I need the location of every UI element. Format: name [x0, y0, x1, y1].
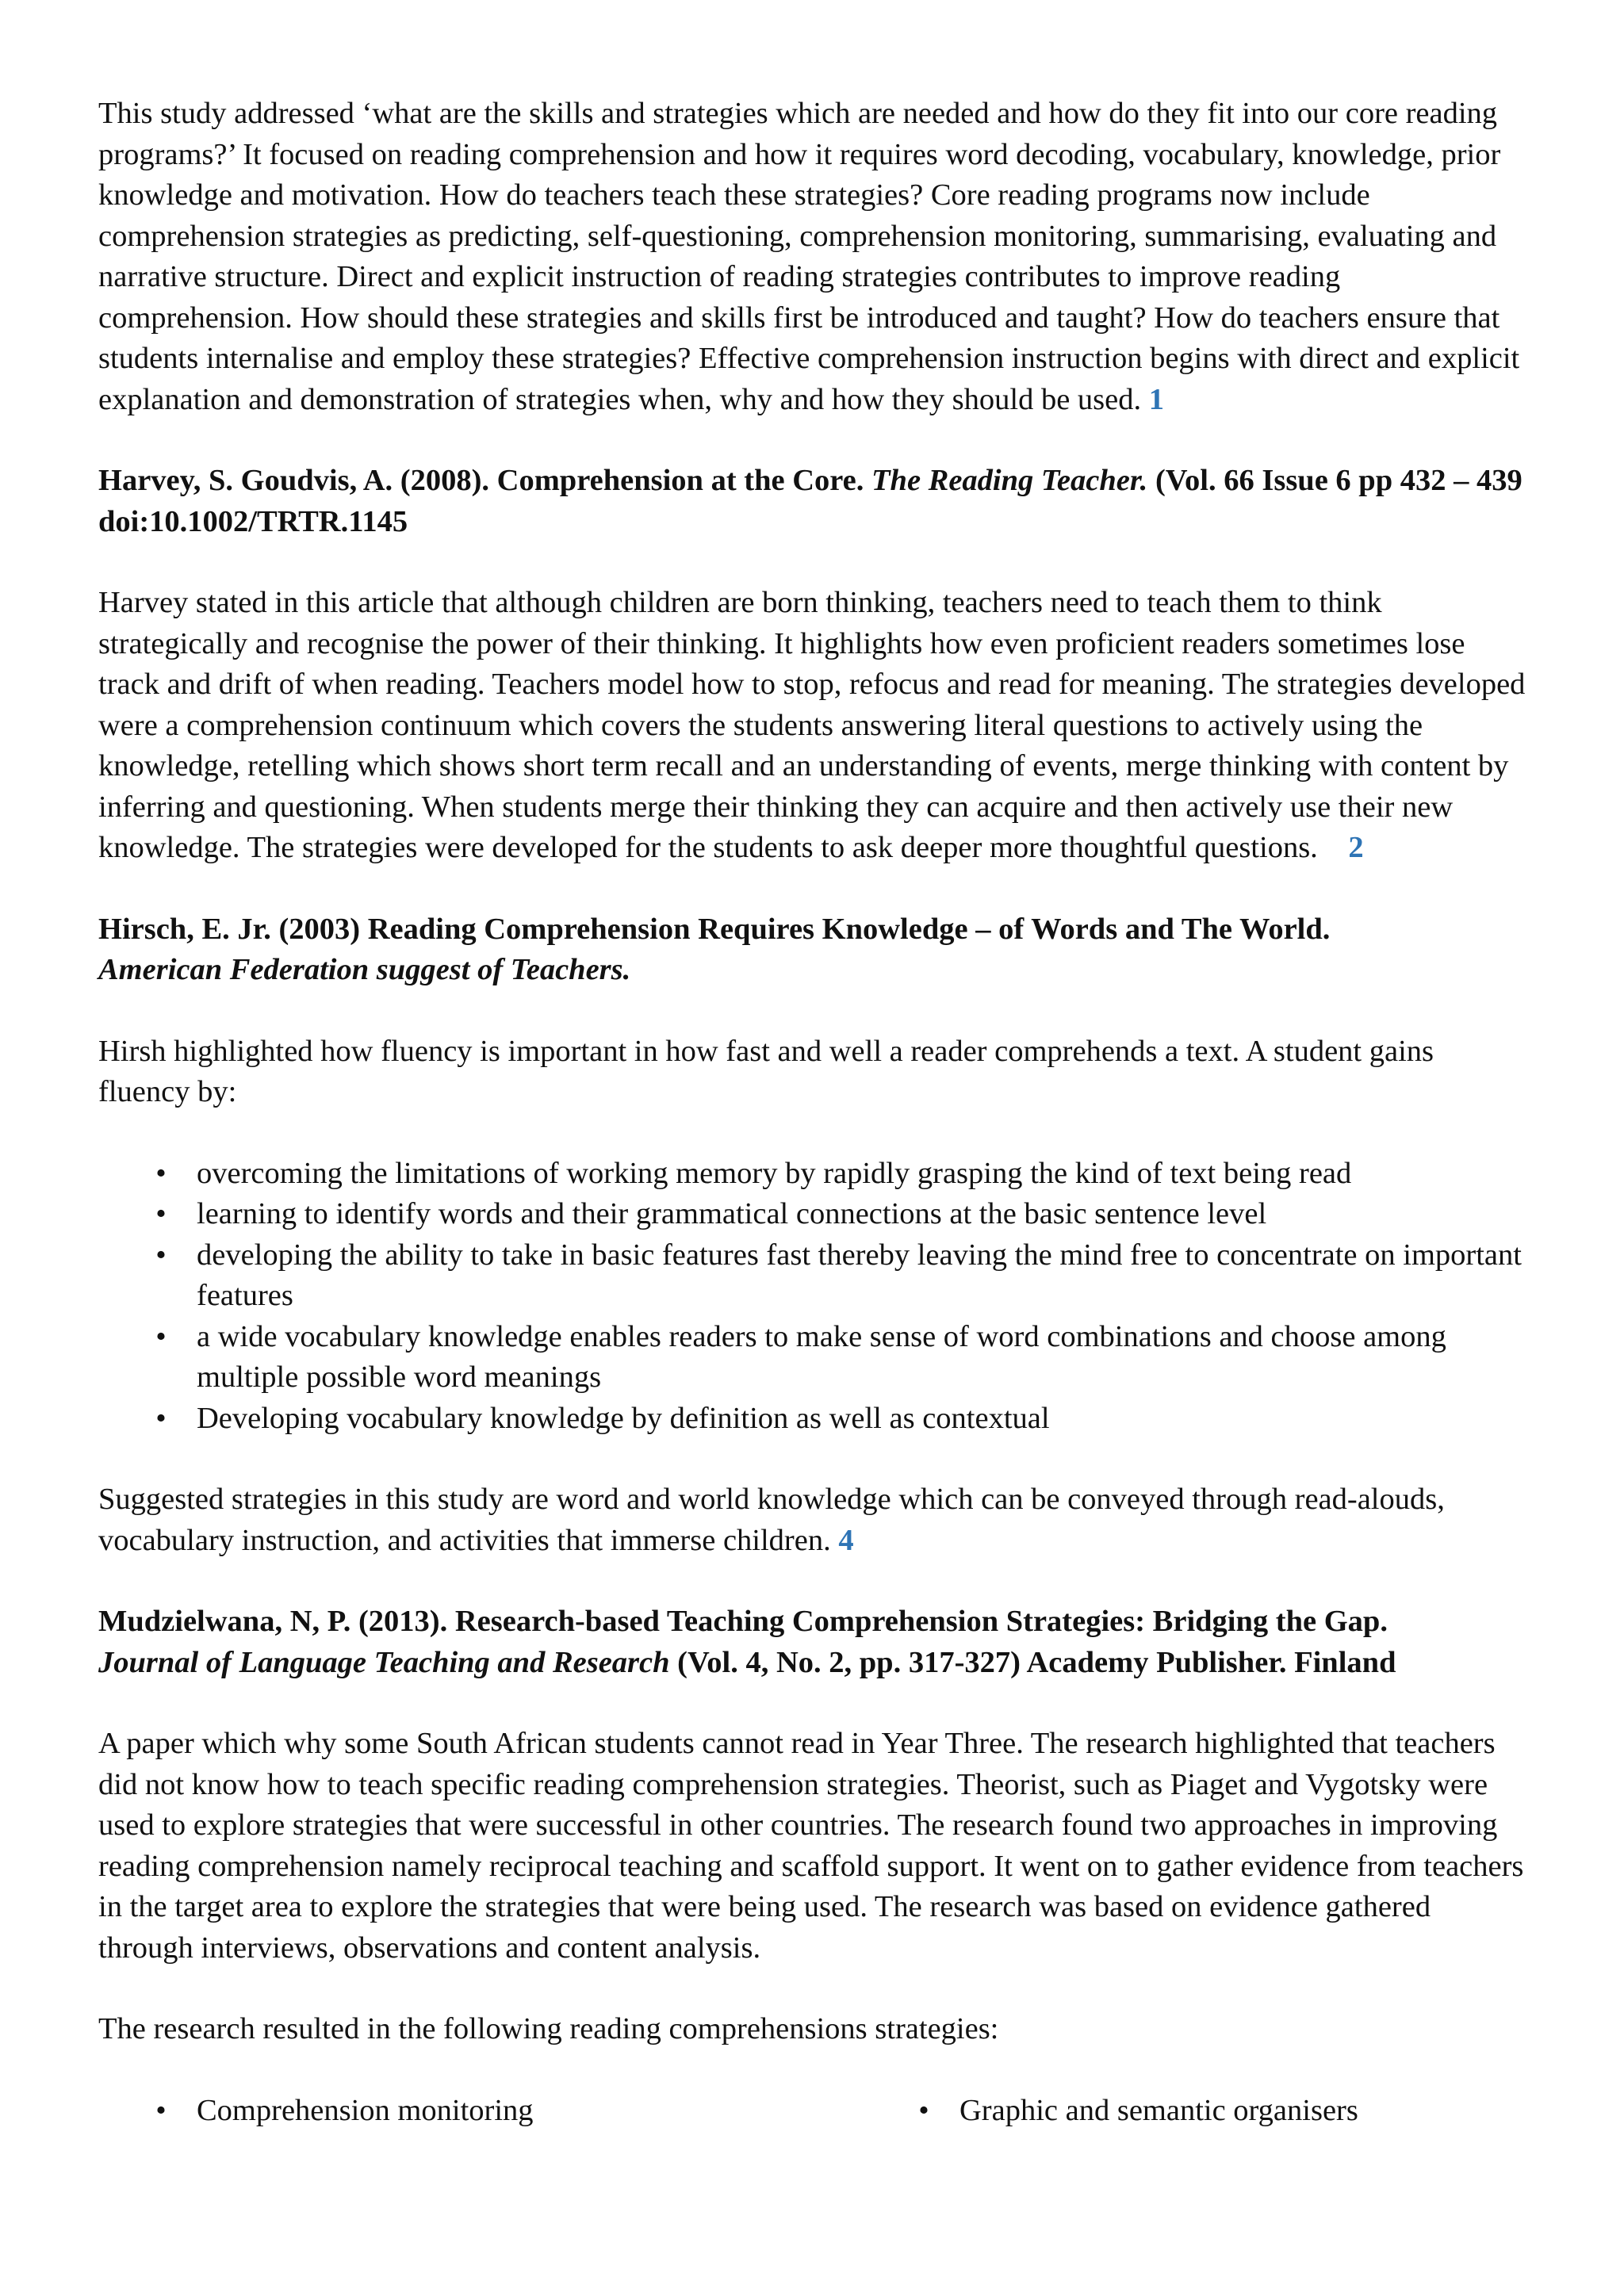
- hirsch-bullet-list: [98, 1154, 1530, 1440]
- intro-ref-number: 1: [1148, 382, 1165, 416]
- list-item: [98, 2091, 861, 2132]
- bullet-icon: •: [155, 1238, 167, 1272]
- document-page: [98, 94, 1530, 2131]
- bullet-icon: •: [155, 2093, 167, 2127]
- bullet-icon: •: [155, 1156, 167, 1190]
- list-item: [98, 1235, 1530, 1317]
- mudzielwana-paragraph: [98, 1724, 1530, 1969]
- list-item-text: Comprehension monitoring: [197, 2093, 534, 2127]
- list-item: [98, 1317, 1530, 1399]
- bullet-icon: •: [155, 1319, 167, 1353]
- intro-paragraph: [98, 94, 1530, 420]
- list-item-text: learning to identify words and their grammatical connections at the basic sentence level: [197, 1197, 1267, 1230]
- harvey-heading-authors: Harvey, S. Goudvis, A. (2008). Comprehension at the Core.: [98, 464, 872, 497]
- list-item-text: developing the ability to take in basic features fast thereby leaving the mind free to concentrate on important features: [197, 1238, 1522, 1312]
- list-item-text: overcoming the limitations of working memory by rapidly grasping the kind of text being read: [197, 1156, 1352, 1190]
- harvey-ref-number: 2: [1348, 831, 1364, 864]
- list-item-text: Developing vocabulary knowledge by definition as well as contextual: [197, 1401, 1050, 1435]
- mudzielwana-heading-details: (Vol. 4, No. 2, pp. 317-327) Academy Publisher. Finland: [669, 1645, 1396, 1679]
- mudzielwana-citation-heading: [98, 1601, 1530, 1683]
- hirsch-paragraph: [98, 1031, 1530, 1113]
- bullet-icon: •: [155, 1197, 167, 1230]
- mudzielwana-bullet-list: [98, 2091, 1530, 2132]
- hirsch-summary-text: Suggested strategies in this study are word and world knowledge which can be conveyed through read-alouds, vocabulary instruction, and activities that immerse children.: [98, 1483, 1445, 1557]
- mudzielwana-intro-paragraph: [98, 2009, 1530, 2050]
- harvey-citation-heading: [98, 461, 1530, 542]
- harvey-heading-journal: The Reading Teacher.: [871, 464, 1148, 497]
- hirsch-ref-number: 4: [838, 1523, 854, 1557]
- hirsch-citation-heading: [98, 909, 1530, 991]
- mudzielwana-intro-text: The research resulted in the following reading comprehensions strategies:: [98, 2012, 999, 2045]
- harvey-paragraph: [98, 583, 1530, 869]
- hirsch-heading-journal: American Federation suggest of Teachers.: [98, 953, 631, 986]
- list-item: [98, 1154, 1530, 1195]
- harvey-heading-details: (Vol. 66 Issue 6 pp 432 – 439 doi:10.1002/TRTR.1145: [98, 464, 1522, 538]
- mudzielwana-heading-journal: Journal of Language Teaching and Research: [98, 1645, 670, 1679]
- mudzielwana-heading-title: Mudzielwana, N, P. (2013). Research-based Teaching Comprehension Strategies: Bridging the Gap.: [98, 1605, 1388, 1638]
- intro-text: This study addressed ‘what are the skills and strategies which are needed and how do they fit into our core reading programs?’ It focused on reading comprehension and how it requires word decoding, vocabulary, knowledge, prior knowledge and motivation. How do teachers teach these strategies? Core reading programs now include comprehension strategies as predicting, self-questioning, comprehension monitoring, summarising, evaluating and narrative structure. Direct and explicit instruction of reading strategies contributes to improve reading comprehension. How should these strategies and skills first be introduced and taught? How do teachers ensure that students internalise and employ these strategies? Effective comprehension instruction begins with direct and explicit explanation and demonstration of strategies when, why and how they should be used.: [98, 97, 1520, 416]
- harvey-text: Harvey stated in this article that although children are born thinking, teachers need to teach them to think strategically and recognise the power of their thinking. It highlights how even proficient readers sometimes lose track and drift of when reading. Teachers model how to stop, refocus and read for meaning. The strategies developed were a comprehension continuum which covers the students answering literal questions to actively using the knowledge, retelling which shows short term recall and an understanding of events, merge thinking with content by inferring and questioning. When students merge their thinking they can acquire and then actively use their new knowledge. The strategies were developed for the students to ask deeper more thoughtful questions.: [98, 586, 1526, 864]
- hirsch-text: Hirsh highlighted how fluency is important in how fast and well a reader comprehends a text. A student gains fluency by:: [98, 1034, 1434, 1108]
- list-item-text: Graphic and semantic organisers: [959, 2093, 1358, 2127]
- list-item-text: a wide vocabulary knowledge enables readers to make sense of word combinations and choose among multiple possible word meanings: [197, 1319, 1446, 1394]
- bullet-icon: •: [155, 1401, 167, 1435]
- mudzielwana-text: A paper which why some South African students cannot read in Year Three. The research highlighted that teachers did not know how to teach specific reading comprehension strategies. Theorist, such as Piaget and Vygotsky were used to explore strategies that were successful in other countries. The research found two approaches in improving reading comprehension namely reciprocal teaching and scaffold support. It went on to gather evidence from teachers in the target area to explore the strategies that were being used. The research was based on evidence gathered through interviews, observations and content analysis.: [98, 1727, 1524, 1965]
- hirsch-heading-title: Hirsch, E. Jr. (2003) Reading Comprehension Requires Knowledge – of Words and The World.: [98, 912, 1331, 946]
- list-item: [861, 2091, 1530, 2132]
- bullet-icon: •: [918, 2093, 929, 2127]
- list-item: [98, 1194, 1530, 1235]
- list-item: [98, 1399, 1530, 1440]
- hirsch-summary-paragraph: [98, 1479, 1530, 1561]
